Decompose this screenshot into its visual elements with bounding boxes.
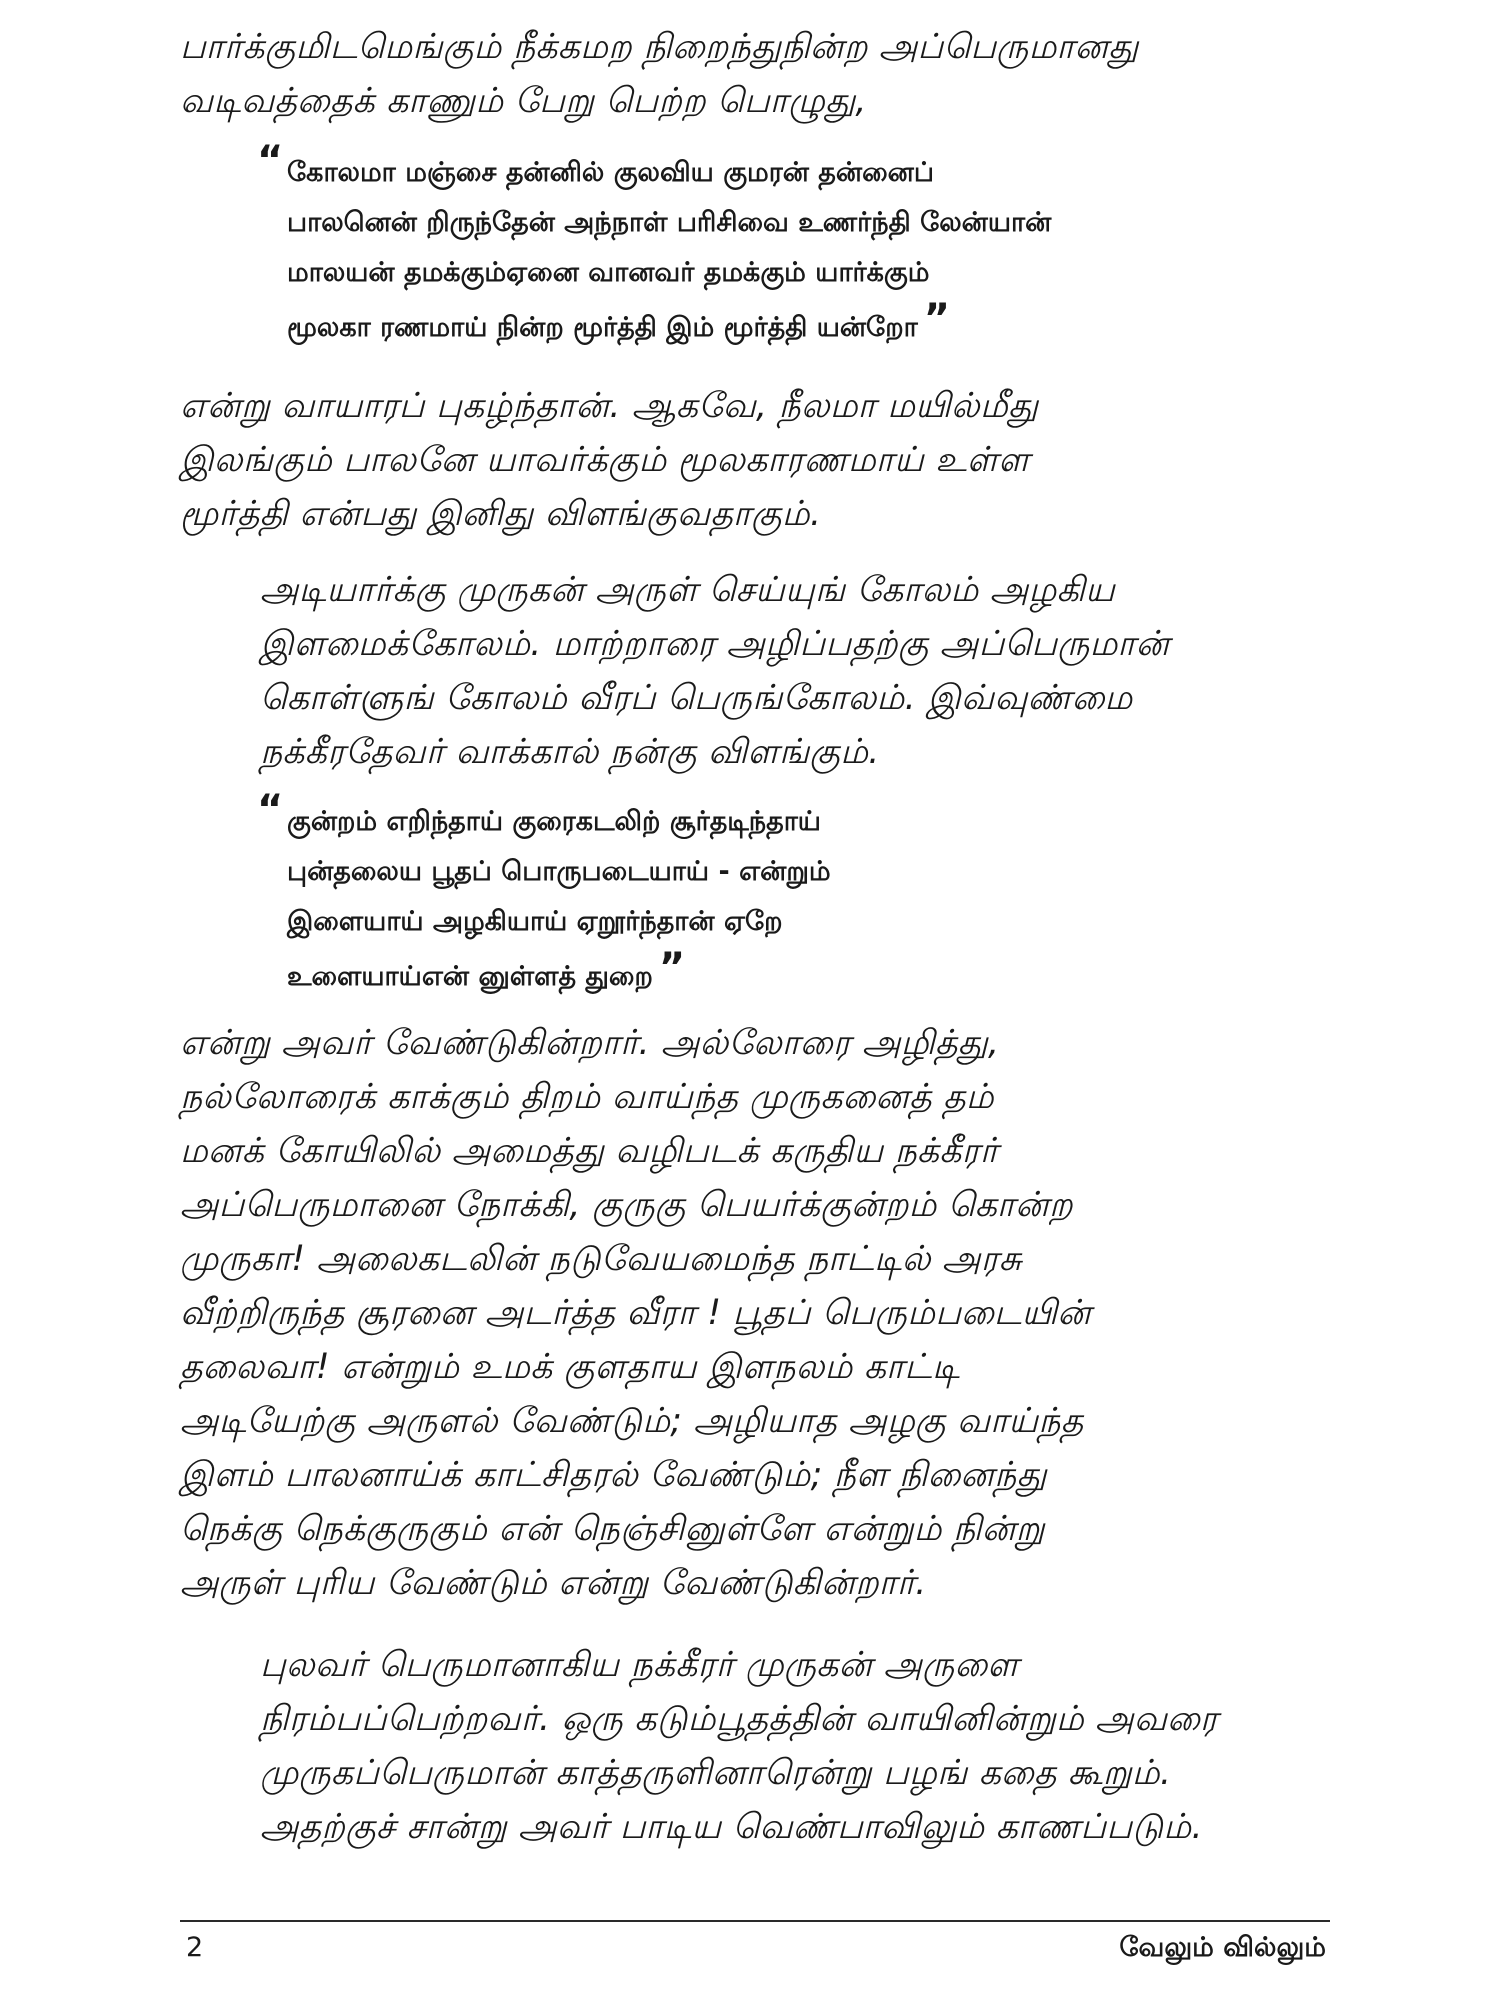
verse-line: மாலயன் தமக்கும்ஏனை வானவர் தமக்கும் யார்க்கும் (287, 257, 930, 288)
text-line: முருகப்பெருமான் காத்தருளினாரென்று பழங் கதை கூறும். (260, 1753, 1172, 1793)
paragraph-nakkeerar (180, 1638, 1330, 1854)
text-line: புலவர் பெருமானாகிய நக்கீரர் முருகன் அருளை (260, 1645, 1019, 1685)
verse-line: கோலமா மஞ்சை தன்னில் குலவிய குமரன் தன்னைப் (287, 157, 934, 188)
paragraph-intro (180, 20, 1330, 128)
text-line: நிரம்பப்பெற்றவர். ஒரு கடும்பூதத்தின் வாயினின்றும் அவரை (260, 1699, 1219, 1739)
text-line: என்று வாயாரப் புகழ்ந்தான். ஆகவே, நீலமா மயில்மீது (180, 386, 1039, 426)
text-line: என்று அவர் வேண்டுகின்றார். அல்லோரை அழித்து, (180, 1023, 1000, 1063)
book-page (180, 20, 1330, 1980)
page-number: 2 (186, 1932, 204, 1963)
close-quote-mark: ” (658, 945, 686, 991)
text-line: தலைவா! என்றும் உமக் குளதாய இளநலம் காட்டி (180, 1347, 960, 1387)
verse-line-last (265, 298, 1330, 353)
verse-quote-kolama (257, 138, 1330, 353)
close-quote-mark: ” (923, 296, 950, 342)
text-line: அப்பெருமானை நோக்கி, குருகு பெயர்க்குன்றம் கொன்ற (180, 1185, 1073, 1225)
open-quote-mark: “ (257, 787, 284, 833)
text-line: நக்கீரதேவர் வாக்கால் நன்கு விளங்கும். (260, 732, 880, 772)
text-line: அதற்குச் சான்று அவர் பாடிய வெண்பாவிலும் காணப்படும். (260, 1807, 1203, 1847)
verse-line: இளையாய் அழகியாய் ஏறூர்ந்தான் ஏறே (287, 906, 783, 937)
text-line: நல்லோரைக் காக்கும் திறம் வாய்ந்த முருகனைத் தம் (180, 1077, 994, 1117)
text-line: முருகா! அலைகடலின் நடுவேயமைந்த நாட்டில் அரசு (180, 1239, 1022, 1279)
verse-line: புன்தலைய பூதப் பொருபடையாய் - என்றும் (287, 856, 831, 887)
text-line: கொள்ளுங் கோலம் வீரப் பெருங்கோலம். இவ்வுண்மை (260, 678, 1133, 718)
verse-line-text: மூலகா ரணமாய் நின்ற மூர்த்தி இம் மூர்த்தி யன்றோ (287, 312, 918, 343)
verse-line-last (265, 947, 1330, 1002)
text-line: பார்க்குமிடமெங்கும் நீக்கமற நிறைந்துநின்ற அப்பெருமானது (180, 27, 1139, 67)
open-quote-mark: “ (257, 138, 284, 184)
verse-line-text: உளையாய்என் னுள்ளத் துறை (287, 961, 653, 992)
verse-quote-kundram (257, 787, 1330, 1002)
paragraph-prayer (180, 1016, 1330, 1610)
text-line: மூர்த்தி என்பது இனிது விளங்குவதாகும். (180, 494, 822, 534)
footer-divider (180, 1920, 1330, 1922)
paragraph-forms (180, 563, 1330, 779)
text-line: வீற்றிருந்த சூரனை அடர்த்த வீரா ! பூதப் பெரும்படையின் (180, 1293, 1092, 1333)
text-line: அடியார்க்கு முருகன் அருள் செய்யுங் கோலம் அழகிய (260, 570, 1116, 610)
text-line: அடியேற்கு அருளல் வேண்டும்; அழியாத அழகு வாய்ந்த (180, 1401, 1084, 1441)
verse-line: குன்றம் எறிந்தாய் குரைகடலிற் சூர்தடிந்தாய் (287, 806, 821, 837)
text-line: இளமைக்கோலம். மாற்றாரை அழிப்பதற்கு அப்பெருமான் (260, 624, 1170, 664)
verse-line: பாலனென் றிருந்தேன் அந்நாள் பரிசிவை உணர்ந்தி லேன்யான் (287, 207, 1052, 238)
text-line: அருள் புரிய வேண்டும் என்று வேண்டுகின்றார். (180, 1563, 927, 1603)
text-line: இளம் பாலனாய்க் காட்சிதரல் வேண்டும்; நீள நினைந்து (180, 1455, 1047, 1495)
book-title: வேலும் வில்லும் (1119, 1932, 1326, 1963)
text-line: வடிவத்தைக் காணும் பேறு பெற்ற பொழுது, (180, 81, 867, 121)
paragraph-praise (180, 379, 1330, 541)
text-line: மனக் கோயிலில் அமைத்து வழிபடக் கருதிய நக்கீரர் (180, 1131, 999, 1171)
page-footer (180, 1932, 1330, 1972)
text-line: நெக்கு நெக்குருகும் என் நெஞ்சினுள்ளே என்றும் நின்று (180, 1509, 1045, 1549)
text-line: இலங்கும் பாலனே யாவர்க்கும் மூலகாரணமாய் உள்ள (180, 440, 1030, 480)
